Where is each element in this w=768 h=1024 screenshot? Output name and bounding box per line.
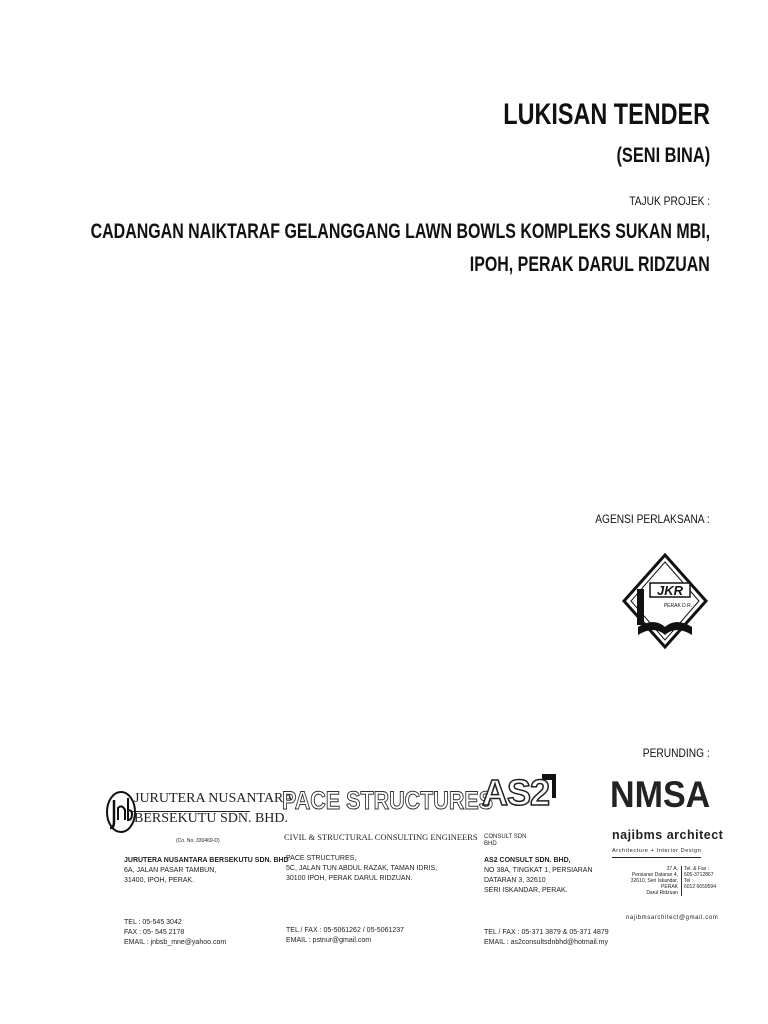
jnb-address-line: 31400, IPOH, PERAK.: [124, 877, 195, 884]
jkr-logo-subtext: PERAK D.R.: [663, 603, 693, 609]
jnb-name-line2: BERSEKUTU SDN. BHD.: [134, 811, 289, 826]
as2-logo-subtext: [484, 834, 526, 848]
document-subtitle: (SENI BINA): [616, 144, 710, 167]
agency-label: AGENSI PERLAKSANA :: [595, 512, 710, 526]
nmsa-tel-line: 6012 6659594: [684, 884, 716, 890]
jnb-contact-line: TEL : 05-545 3042: [124, 919, 182, 926]
nmsa-address-line: 32610, Seri Iskandar,: [630, 878, 678, 884]
as2-address-line: SERI ISKANDAR, PERAK.: [484, 887, 568, 894]
project-label: TAJUK PROJEK :: [629, 194, 710, 208]
nmsa-name: najibms architect: [612, 828, 724, 842]
consultant-nmsa: [610, 774, 724, 930]
pace-contact: [286, 926, 404, 946]
as2-address-line: DATARAN 3, 32610: [484, 877, 546, 884]
consultants-label: PERUNDING :: [643, 746, 710, 760]
as2-address-line: AS2 CONSULT SDN. BHD,: [484, 857, 571, 864]
jnb-contact-line: FAX : 05- 545 2178: [124, 929, 185, 936]
jnb-address-line: 6A, JALAN PASAR TAMBUN,: [124, 867, 217, 874]
nmsa-address-line: 37 A,: [666, 866, 678, 872]
nmsa-tel: [684, 866, 716, 890]
as2-sub-line: BHD: [484, 841, 497, 847]
as2-sub-line: CONSULT SDN: [484, 834, 527, 840]
jnb-emblem-icon: [104, 790, 138, 838]
pace-address-line: PACE STRUCTURES,: [286, 855, 357, 862]
jnb-address-line: JURUTERA NUSANTARA BERSEKUTU SDN. BHD: [124, 857, 289, 864]
pace-contact-line: TEL / FAX : 05-5061262 / 05-5061237: [286, 927, 405, 934]
pace-address-line: 5C, JALAN TUN ABDUL RAZAK, TAMAN IDRIS,: [286, 865, 438, 872]
jnb-contact: [124, 918, 226, 948]
pace-tagline: CIVIL & STRUCTURAL CONSULTING ENGINEERS: [284, 832, 478, 842]
jkr-logo-text: JKR: [656, 583, 684, 598]
project-title-line2: IPOH, PERAK DARUL RIDZUAN: [469, 253, 710, 276]
jnb-address: [124, 856, 289, 886]
jkr-logo: [620, 553, 710, 649]
jnb-name-line1: JURUTERA NUSANTARA: [134, 791, 294, 806]
nmsa-email: najibmsarchitect@gmail.com: [626, 915, 719, 921]
as2-contact-line: TEL / FAX : 05-371 3879 & 05-371 4879: [484, 929, 609, 936]
nmsa-tel-line: 605-3712867: [684, 872, 714, 878]
document-title: LUKISAN TENDER: [503, 98, 710, 131]
nmsa-logo: NMSA: [610, 774, 711, 815]
pace-contact-line: EMAIL : pstnur@gmail.com: [286, 937, 372, 944]
nmsa-address: [626, 866, 682, 896]
project-title-line1: CADANGAN NAIKTARAF GELANGGANG LAWN BOWLS KOMPLEKS SUKAN MBI,: [90, 220, 710, 243]
as2-address-line: NO 38A, TINGKAT 1, PERSIARAN: [484, 867, 593, 874]
pace-address: [286, 854, 437, 884]
nmsa-tel-line: Tel :: [684, 878, 694, 884]
consultant-as2: [482, 772, 609, 962]
pace-address-line: 30100 IPOH, PERAK DARUL RIDZUAN.: [286, 875, 413, 882]
jnb-reg-no: (Co. No. 330469-D): [176, 838, 220, 844]
consultant-jnb: [104, 790, 294, 960]
pace-logo: PACE STRUCTURES: [282, 787, 494, 815]
as2-logo: AS2: [482, 772, 550, 813]
nmsa-tel-line: Tel. & Fax :: [684, 866, 710, 872]
as2-contact-line: EMAIL : as2consultsdnbhd@hotmail.my: [484, 939, 608, 946]
nmsa-address-line: Darul Ridzuan: [646, 890, 678, 896]
nmsa-tagline: Architecture + Interior Design: [612, 846, 701, 858]
as2-contact: [484, 928, 609, 948]
as2-address: [484, 856, 593, 896]
jkr-emblem-icon: [620, 553, 710, 649]
nmsa-address-line: Persiaran Dataran 4,: [631, 872, 678, 878]
nmsa-address-line: PERAK: [661, 884, 678, 890]
jnb-contact-line: EMAIL : jnbsb_mne@yahoo.com: [124, 939, 227, 946]
